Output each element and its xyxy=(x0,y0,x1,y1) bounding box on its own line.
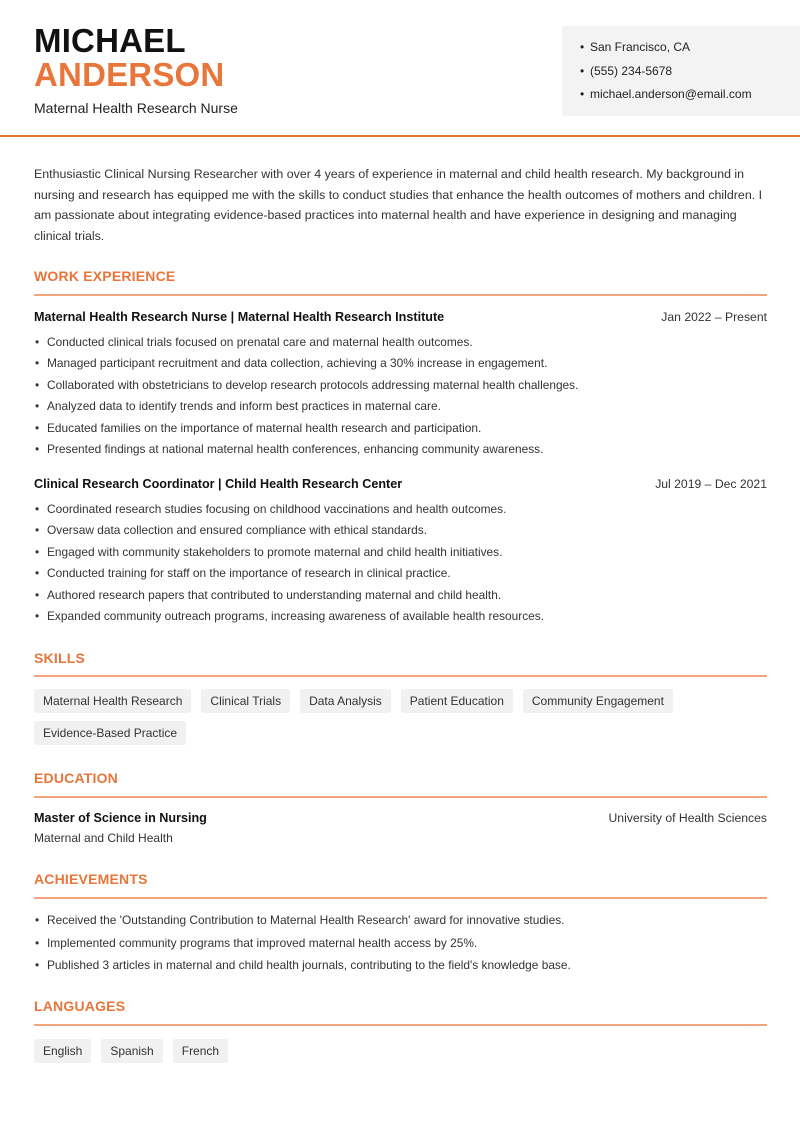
job-header xyxy=(34,310,767,324)
contact-email[interactable] xyxy=(580,86,800,110)
section-divider xyxy=(34,796,767,798)
bullet-icon: • xyxy=(580,40,585,54)
job-dates: Jan 2022 – Present xyxy=(661,310,767,324)
contact-location-text: San Francisco, CA xyxy=(590,40,691,54)
contact-email-text[interactable]: michael.anderson@email.com xyxy=(590,87,752,101)
job-header xyxy=(34,477,767,491)
list-item: • Conducted clinical trials focused on prenatal care and maternal health outcomes. xyxy=(35,335,473,349)
contact-location xyxy=(580,39,800,63)
job-bullets xyxy=(34,332,767,460)
bullet-icon: • xyxy=(580,63,585,78)
languages-list xyxy=(34,1039,767,1063)
edu-degree: Master of Science in Nursing xyxy=(34,811,207,825)
list-item: • Oversaw data collection and ensured compliance with ethical standards. xyxy=(35,523,428,538)
section-divider xyxy=(34,675,767,677)
list-item: • Managed participant recruitment and data collection, achieving a 30% increase in engagement. xyxy=(35,356,548,371)
list-item: • Expanded community outreach programs, increasing awareness of available health resources. xyxy=(35,608,545,623)
section-divider xyxy=(34,294,767,296)
job-role: Maternal Health Research Nurse | Maternal Health Research Institute xyxy=(34,310,445,324)
list-item: • Analyzed data to identify trends and inform best practices in maternal care. xyxy=(35,399,441,414)
skill-chip: Maternal Health Research xyxy=(34,689,191,713)
list-item: • Authored research papers that contributed to understanding maternal and child health. xyxy=(35,587,502,602)
section-title-skills: SKILLS xyxy=(34,650,85,666)
section-title-work: WORK EXPERIENCE xyxy=(34,268,176,284)
section-title-achievements: ACHIEVEMENTS xyxy=(34,871,148,887)
language-chip: Spanish xyxy=(101,1039,162,1063)
first-name: MICHAEL xyxy=(34,22,186,59)
list-item: • Collaborated with obstetricians to develop research protocols addressing maternal health challenges. xyxy=(35,377,579,392)
list-item: • Implemented community programs that improved maternal health access by 25%. xyxy=(35,935,478,950)
list-item: • Published 3 articles in maternal and child health journals, contributing to the field's knowledge base. xyxy=(35,958,571,972)
section-divider xyxy=(34,1024,767,1026)
skill-chip: Evidence-Based Practice xyxy=(34,721,186,745)
list-item: • Presented findings at national maternal health conferences, enhancing community awareness. xyxy=(35,441,544,456)
section-title-education: EDUCATION xyxy=(34,770,118,786)
contact-phone xyxy=(580,63,800,87)
edu-school: University of Health Sciences xyxy=(608,811,767,825)
job-bullets xyxy=(34,499,767,627)
list-item: • Coordinated research studies focusing on childhood vaccinations and health outcomes. xyxy=(35,502,507,516)
job-title: Maternal Health Research Nurse xyxy=(34,100,238,116)
skill-chip: Clinical Trials xyxy=(201,689,290,713)
job-dates: Jul 2019 – Dec 2021 xyxy=(655,477,767,491)
skill-chip: Patient Education xyxy=(401,689,513,713)
list-item: • Received the 'Outstanding Contribution to Maternal Health Research' award for innovative studies. xyxy=(35,913,565,927)
section-title-languages: LANGUAGES xyxy=(34,998,126,1014)
list-item: • Engaged with community stakeholders to promote maternal and child health initiatives. xyxy=(35,544,503,559)
contact-box xyxy=(562,26,800,116)
skills-list xyxy=(34,689,767,745)
skill-chip: Data Analysis xyxy=(300,689,391,713)
resume-header xyxy=(0,0,800,137)
edu-field: Maternal and Child Health xyxy=(34,831,173,845)
achievement-bullets xyxy=(34,909,767,977)
last-name: ANDERSON xyxy=(34,56,225,93)
job-role: Clinical Research Coordinator | Child Health Research Center xyxy=(34,477,403,491)
education-header xyxy=(34,811,767,825)
list-item: • Conducted training for staff on the importance of research in clinical practice. xyxy=(35,566,451,581)
section-divider xyxy=(34,897,767,899)
bullet-icon: • xyxy=(580,87,585,101)
list-item: • Educated families on the importance of maternal health research and participation. xyxy=(35,420,482,435)
language-chip: English xyxy=(34,1039,91,1063)
language-chip: French xyxy=(173,1039,228,1063)
skill-chip: Community Engagement xyxy=(523,689,673,713)
profile-summary: Enthusiastic Clinical Nursing Researcher with over 4 years of experience in maternal and child health research. My background in nursing and research has equipped me with the skills to conduct studies that enhance the health outcomes of mothers and children. I am passionate about integrating evidence-based practices into maternal health and have experience in designing and managing clinical trials. xyxy=(34,167,763,243)
contact-phone-text: (555) 234-5678 xyxy=(590,63,673,78)
